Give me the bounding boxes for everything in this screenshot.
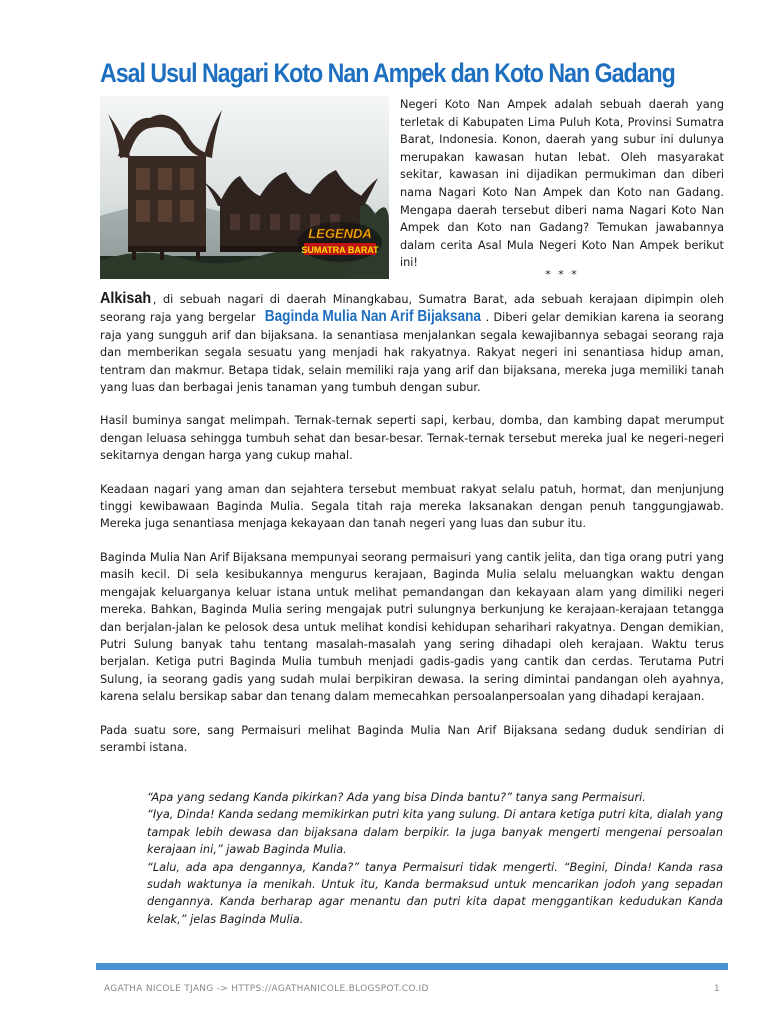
king-title: Baginda Mulia Nan Arif Bijaksana xyxy=(264,308,481,326)
rumah-gadang-photo xyxy=(100,96,389,279)
lead-word: Alkisah xyxy=(100,290,152,307)
paragraph-3: Keadaan nagari yang aman dan sejahtera tersebut membuat rakyat selalu patuh, hormat, dan menjunjung tinggi kewibawaan Baginda Mulia. Segala titah raja mereka laksanakan dengan penuh tanggungjawab. Mereka juga senantiasa menjaga kekayaan dan tanah negeri yang luas dan subur itu. xyxy=(100,482,724,531)
paragraph-1-part1: , di sebuah nagari di daerah Minangkabau, Sumatra Barat, ada sebuah kerajaan dipimpin oleh seorang raja yang bergelar xyxy=(100,293,724,325)
dialog-line: “Apa yang sedang Kanda pikirkan? Ada yang bisa Dinda bantu?” tanya sang Permaisuri. xyxy=(147,791,646,804)
legenda-logo-badge xyxy=(298,222,382,262)
page-number: 1 xyxy=(714,984,720,994)
story-body xyxy=(100,290,724,772)
paragraph-1-part2: . Diberi gelar demikian karena ia seorang raja yang sungguh arif dan bijaksana. Ia senantiasa menjalankan segala kewajibannya sebagai seorang raja dan memberikan segala sesuatu yang menjadi hak rakyatnya. Rakyat negeri ini senantiasa hidup aman, tentram dan makmur. Betapa tidak, selain memiliki raja yang arif dan bijaksana, mereka juga memiliki tanah yang luas dan berbagai jenis tanaman yang tumbuh dengan subur. xyxy=(100,311,724,395)
section-separator: * * * xyxy=(545,268,579,281)
intro-paragraph: Negeri Koto Nan Ampek adalah sebuah daerah yang terletak di Kabupaten Lima Puluh Kota, Provinsi Sumatra Barat, Indonesia. Konon, daerah yang subur ini dulunya merupakan kawasan hutan lebat. Oleh masyarakat sekitar, kawasan ini dijadikan permukiman dan diberi nama Nagari Koto Nan Ampek dan Koto nan Gadang. Mengapa daerah tersebut diberi nama Nagari Koto Nan Ampek dan Koto nan Gadang? Temukan jawabannya dalam cerita Asal Mula Negeri Koto Nan Ampek berikut ini! xyxy=(400,98,724,270)
paragraph-5: Pada suatu sore, sang Permaisuri melihat Baginda Mulia Nan Arif Bijaksana sedang duduk sendirian di serambi istana. xyxy=(100,723,724,754)
paragraph-4: Baginda Mulia Nan Arif Bijaksana mempunyai seorang permaisuri yang cantik jelita, dan tiga orang putri yang masih kecil. Di sela kesibukannya mengurus kerajaan, Baginda Mulia selalu meluangkan waktu dengan mengajak keluarganya keluar istana untuk melihat pemandangan dan kekayaan alam yang dimiliki negeri mereka. Bahkan, Baginda Mulia sering mengajak putri sulungnya berkunjung ke kerajaan-kerajaan tetangga dan berjalan-jalan ke pelosok desa untuk melihat kondisi kehidupan seharihari rakyatnya. Dengan demikian, Putri Sulung banyak tahu tentang masalah-masalah yang sering dihadapi oleh kerajaan. Waktu terus berjalan. Ketiga putri Baginda Mulia tumbuh menjadi gadis-gadis yang cantik dan cerdas. Terutama Putri Sulung, ia seorang gadis yang sudah mulai berpikiran dewasa. Ia sering dimintai pandangan oleh ayahnya, karena selalu bersikap sabar dan tenang dalam memecahkan persoalanpersoalan yang dihadapi kerajaan. xyxy=(100,550,724,704)
badge-line2: SUMATRA BARAT xyxy=(301,245,379,255)
badge-line1: LEGENDA xyxy=(308,226,372,241)
paragraph-1 xyxy=(100,290,724,396)
footer-bar xyxy=(96,963,728,970)
page-title: Asal Usul Nagari Koto Nan Ampek dan Koto Nan Gadang xyxy=(100,58,675,88)
dialog-line: “Iya, Dinda! Kanda sedang memikirkan putri kita yang sulung. Di antara ketiga putri kita, dialah yang tampak lebih dewasa dan bijaksana dalam berpikir. Ia juga banyak mengerti mengenai persoalan kerajaan ini,” jawab Baginda Mulia. xyxy=(147,808,723,857)
dialog-block xyxy=(147,789,723,928)
dialog-line: “Lalu, ada apa dengannya, Kanda?” tanya Permaisuri tidak mengerti. “Begini, Dinda! Kanda rasa sudah waktunya ia menikah. Untuk itu, Kanda bermaksud untuk mencarikan jodoh yang sepadan dengannya. Kanda berharap agar menantu dan putri kita dapat menggantikan kedudukan Kanda kelak,” jelas Baginda Mulia. xyxy=(147,860,723,926)
paragraph-2: Hasil buminya sangat melimpah. Ternak-ternak seperti sapi, kerbau, domba, dan kambing dapat merumput dengan leluasa sehingga tumbuh sehat dan besar-besar. Ternak-ternak tersebut mereka jual ke negeri-negeri sekitarnya dengan harga yang cukup mahal. xyxy=(100,414,724,463)
footer-author-url: AGATHA NICOLE TJANG -> HTTPS://AGATHANICOLE.BLOGSPOT.CO.ID xyxy=(104,984,429,994)
